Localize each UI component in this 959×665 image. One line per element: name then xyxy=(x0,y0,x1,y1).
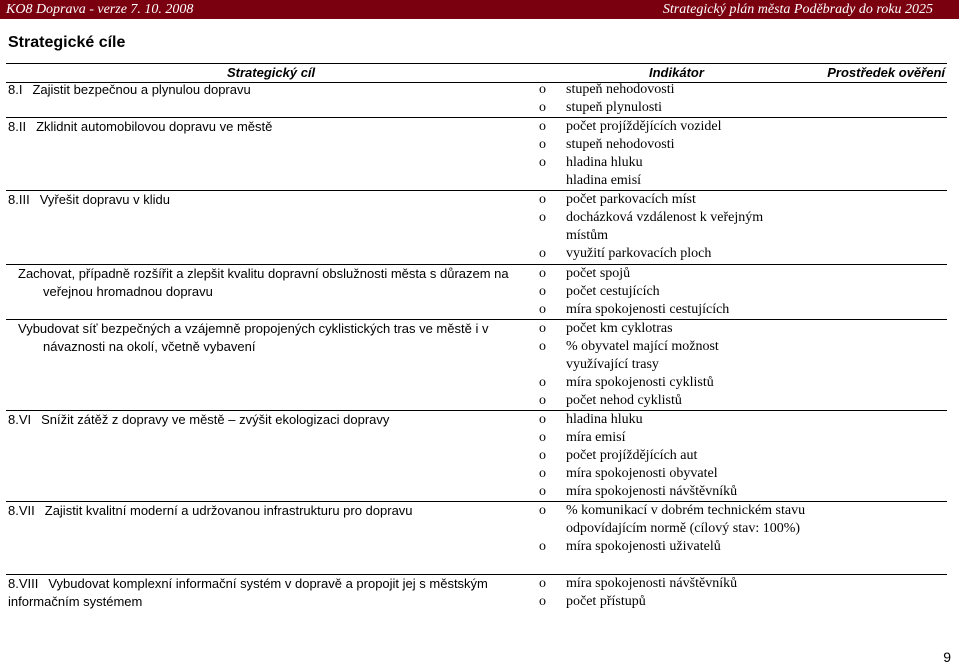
goal-cell xyxy=(8,265,548,301)
bullet-icon: o xyxy=(539,82,546,97)
header-left-text: KO8 Doprava - verze 7. 10. 2008 xyxy=(6,2,194,17)
goal-text: Zajistit bezpečnou a plynulou dopravu xyxy=(32,82,251,97)
indicator-text: počet km cyklotras xyxy=(566,321,673,336)
indicator-item xyxy=(534,99,814,117)
goal-number: 8.III xyxy=(8,192,30,207)
bullet-icon: o xyxy=(539,430,546,445)
table-row xyxy=(6,320,947,411)
indicator-list xyxy=(534,411,814,501)
indicator-item xyxy=(534,411,814,429)
goals-table-body xyxy=(6,81,947,629)
column-header-goal: Strategický cíl xyxy=(227,65,316,80)
indicator-item xyxy=(534,429,814,447)
indicator-item xyxy=(534,392,774,410)
bullet-icon: o xyxy=(539,100,546,115)
indicator-text: % komunikací v dobrém technickém stavu odpovídajícím normě (cílový stav: 100%) xyxy=(566,503,806,536)
indicator-item xyxy=(534,81,814,99)
indicator-text: stupeň plynulosti xyxy=(566,100,663,115)
indicator-text: počet spojů xyxy=(566,266,631,281)
goal-text: Vybudovat komplexní informační systém v dopravě a propojit jej s městským informačním systémem xyxy=(8,576,488,609)
bullet-icon: o xyxy=(539,119,546,134)
goal-text: Zachovat, případně rozšířit a zlepšit kvalitu dopravní obslužnosti města s důrazem na veřejnou hromadnou dopravu xyxy=(18,266,509,299)
indicator-item xyxy=(534,538,814,556)
indicator-item xyxy=(534,209,794,245)
indicator-text: hladina emisí xyxy=(566,173,642,188)
bullet-icon: o xyxy=(539,321,546,336)
indicator-text: hladina hluku xyxy=(566,412,643,427)
goal-cell xyxy=(8,502,513,520)
indicator-list xyxy=(534,502,814,556)
indicator-text: počet cestujících xyxy=(566,284,660,299)
indicator-text: hladina hluku xyxy=(566,155,643,170)
page-title: Strategické cíle xyxy=(8,34,126,51)
bullet-icon: o xyxy=(539,155,546,170)
bullet-icon: o xyxy=(539,393,546,408)
bullet-icon: o xyxy=(539,246,546,261)
goal-cell xyxy=(8,320,548,356)
bullet-icon: o xyxy=(539,192,546,207)
indicator-item xyxy=(534,593,814,611)
goal-text: Vyřešit dopravu v klidu xyxy=(39,192,170,207)
indicator-item xyxy=(534,320,774,338)
bullet-icon: o xyxy=(539,284,546,299)
indicator-text: stupeň nehodovosti xyxy=(566,82,675,97)
bullet-icon: o xyxy=(539,210,546,225)
column-header-indicator: Indikátor xyxy=(649,65,704,80)
column-header-verification: Prostředek ověření xyxy=(827,65,945,80)
indicator-text: počet projíždějících aut xyxy=(566,448,698,463)
document-header xyxy=(0,0,959,19)
bullet-icon: o xyxy=(539,375,546,390)
indicator-item xyxy=(534,502,814,538)
table-header xyxy=(6,63,947,83)
indicator-text: míra spokojenosti návštěvníků xyxy=(566,484,738,499)
indicator-item xyxy=(534,136,814,154)
goal-number: 8.VIII xyxy=(8,576,39,591)
bullet-icon: o xyxy=(539,503,546,518)
goal-cell xyxy=(8,81,513,99)
bullet-icon: o xyxy=(539,484,546,499)
table-row xyxy=(6,265,947,320)
indicator-item xyxy=(534,447,814,465)
indicator-item xyxy=(534,283,814,301)
table-row xyxy=(6,81,947,118)
indicator-list xyxy=(534,265,814,319)
table-row xyxy=(6,118,947,191)
indicator-item xyxy=(534,301,814,319)
table-row xyxy=(6,502,947,575)
bullet-icon: o xyxy=(539,594,546,609)
indicator-item xyxy=(534,338,774,374)
indicator-text: míra spokojenosti uživatelů xyxy=(566,539,721,554)
goal-text: Snížit zátěž z dopravy ve městě – zvýšit ekologizaci dopravy xyxy=(41,412,390,427)
table-row xyxy=(6,575,947,629)
indicator-item xyxy=(534,245,794,263)
indicator-text: počet nehod cyklistů xyxy=(566,393,682,408)
bullet-icon: o xyxy=(539,576,546,591)
header-right-text: Strategický plán města Poděbrady do roku 2025 xyxy=(662,2,933,17)
indicator-text: míra spokojenosti cestujících xyxy=(566,302,730,317)
indicator-text: míra spokojenosti obyvatel xyxy=(566,466,718,481)
bullet-icon: o xyxy=(539,137,546,152)
bullet-icon: o xyxy=(539,539,546,554)
bullet-icon: o xyxy=(539,466,546,481)
indicator-item xyxy=(534,154,814,172)
goal-number: 8.II xyxy=(8,119,27,134)
indicator-item xyxy=(534,118,814,136)
bullet-icon: o xyxy=(539,412,546,427)
indicator-item xyxy=(534,575,814,593)
indicator-list xyxy=(534,118,814,190)
goal-text: Zklidnit automobilovou dopravu ve městě xyxy=(36,119,273,134)
indicator-text: míra spokojenosti cyklistů xyxy=(566,375,714,390)
bullet-icon: o xyxy=(539,302,546,317)
indicator-item xyxy=(534,374,774,392)
indicator-item xyxy=(534,172,814,190)
indicator-text: počet přístupů xyxy=(566,594,646,609)
bullet-icon: o xyxy=(539,266,546,281)
indicator-text: míra spokojenosti návštěvníků xyxy=(566,576,738,591)
table-row xyxy=(6,191,947,265)
indicator-text: stupeň nehodovosti xyxy=(566,137,675,152)
goal-text: Zajistit kvalitní moderní a udržovanou infrastrukturu pro dopravu xyxy=(44,503,413,518)
goal-cell xyxy=(8,411,513,429)
goal-number: 8.VII xyxy=(8,503,35,518)
indicator-item xyxy=(534,483,814,501)
indicator-text: míra emisí xyxy=(566,430,626,445)
goal-text: Vybudovat síť bezpečných a vzájemně propojených cyklistických tras ve městě i v návaznosti na okolí, včetně vybavení xyxy=(18,321,489,354)
goal-number: 8.I xyxy=(8,82,23,97)
bullet-icon: o xyxy=(539,448,546,463)
bullet-icon: o xyxy=(539,339,546,354)
indicator-text: využití parkovacích ploch xyxy=(566,246,712,261)
indicator-text: počet parkovacích míst xyxy=(566,192,696,207)
table-row xyxy=(6,411,947,502)
indicator-text: počet projíždějících vozidel xyxy=(566,119,722,134)
goal-cell xyxy=(8,118,513,136)
indicator-list xyxy=(534,320,774,410)
indicator-list xyxy=(534,81,814,117)
indicator-item xyxy=(534,191,794,209)
indicator-text: % obyvatel mající možnost využívající trasy xyxy=(566,339,719,372)
goal-cell xyxy=(8,575,513,611)
indicator-text: docházková vzdálenost k veřejným místům xyxy=(566,210,764,243)
goal-number: 8.VI xyxy=(8,412,32,427)
indicator-item xyxy=(534,465,814,483)
goal-cell xyxy=(8,191,513,209)
page-number: 9 xyxy=(943,649,951,665)
indicator-list xyxy=(534,191,794,263)
indicator-list xyxy=(534,575,814,611)
indicator-item xyxy=(534,265,814,283)
